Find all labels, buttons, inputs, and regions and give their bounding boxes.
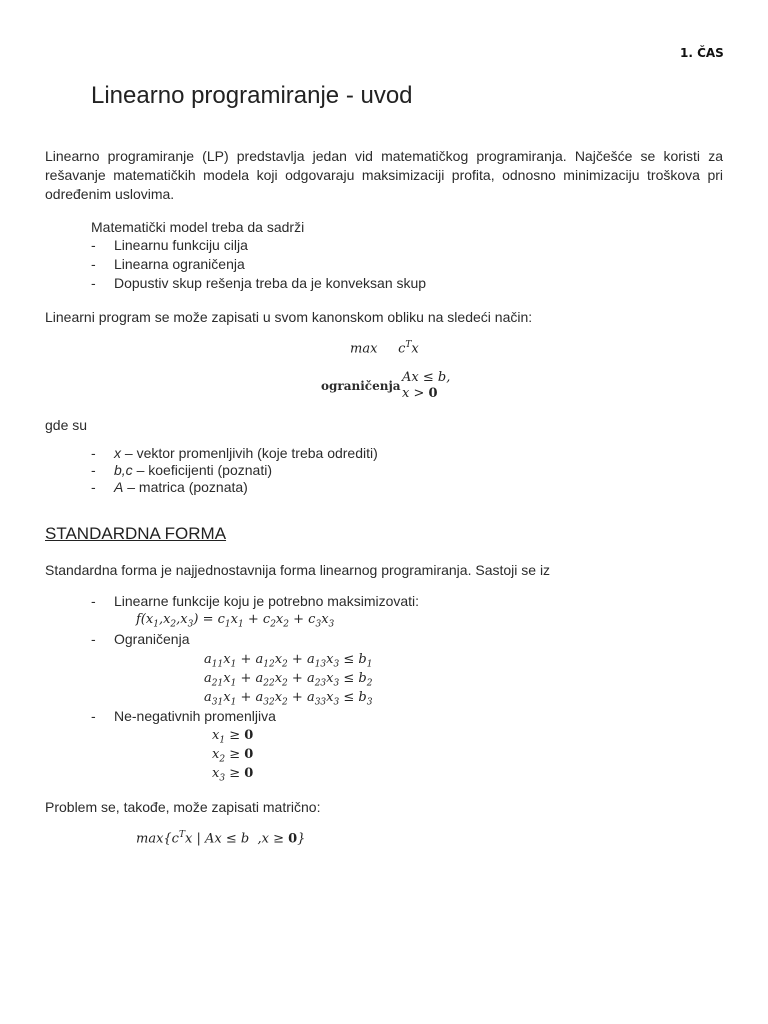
objective-function-formula: $f(x_1,x_2,x_3) = c_1x_1 + c_2x_2 + c_3x_3$ (136, 612, 335, 630)
intro-paragraph: Linearno programiranje (LP) predstavlja jedan vid matematičkog programiranja. Najčešće se koristi za rešavanje matematičkih modela koji odgovaraju maksimizaciji profita, odnosno minimizaciju troškova pri određenim uslovima. (45, 148, 723, 202)
list-item-text: Linearnu funkciju cilja (114, 237, 248, 253)
lesson-number: 1. ČAS (680, 46, 724, 60)
model-lead: Matematički model treba da sadrži (91, 219, 305, 235)
constraint-row-1: $a_{11}x_1 + a_{12}x_2 + a_{13}x_3 \le b_1$ (204, 652, 373, 670)
list-item-text: b,c – koeficijenti (poznati) (114, 462, 272, 478)
constraint-formula-2: x > 0 (402, 386, 438, 401)
list-item-text: A – matrica (poznata) (114, 479, 248, 495)
bullet-dash: - (91, 256, 96, 272)
nonneg-row-1: $x_1 \ge 0$ (212, 728, 254, 746)
bullet-dash: - (91, 631, 96, 647)
page-title: Linearno programiranje - uvod (91, 82, 413, 109)
constraint-row-2: $a_{21}x_1 + a_{22}x_2 + a_{23}x_3 \le b_2$ (204, 671, 373, 689)
where-lead: gde su (45, 417, 88, 433)
bullet-dash: - (91, 479, 96, 495)
bullet-dash: - (91, 462, 96, 478)
matrix-lead: Problem se, takođe, može zapisati matrično: (45, 799, 321, 815)
list-item-text: Dopustiv skup rešenja treba da je konveksan skup (114, 275, 427, 291)
list-item-text: Linearne funkcije koju je potrebno maksimizovati: (114, 593, 420, 609)
symbol: x (114, 445, 121, 461)
symbol: A (114, 479, 124, 495)
bullet-dash: - (91, 237, 96, 253)
constraint-formula-1: Ax ≤ b, (402, 370, 451, 385)
list-item-text: Linearna ograničenja (114, 256, 245, 272)
list-item-text: Ne-negativnih promenljiva (114, 708, 276, 724)
canonical-lead: Linearni program se može zapisati u svom kanonskom obliku na sledeći način: (45, 309, 533, 325)
bullet-dash: - (91, 708, 96, 724)
objective-op: max (350, 341, 378, 357)
bullet-dash: - (91, 275, 96, 291)
constraints-label: ograničenja (321, 379, 401, 393)
standard-lead: Standardna forma je najjednostavnija forma linearnog programiranja. Sastoji se iz (45, 562, 551, 578)
bullet-dash: - (91, 593, 96, 609)
nonneg-row-3: $x_3 \ge 0$ (212, 766, 254, 784)
bullet-dash: - (91, 445, 96, 461)
symbol: b,c (114, 462, 133, 478)
section-heading: STANDARDNA FORMA (45, 524, 227, 543)
matrix-formula: $\max\{c^Tx$ | Ax ≤ b ,x ≥ 0} (136, 830, 306, 847)
constraint-row-3: $a_{31}x_1 + a_{32}x_2 + a_{33}x_3 \le b_3$ (204, 690, 373, 708)
list-item-text: x – vektor promenljivih (koje treba odrediti) (114, 445, 378, 461)
objective-formula: max $c^Tx$ (350, 340, 419, 357)
list-item-text: Ograničenja (114, 631, 190, 647)
nonneg-row-2: $x_2 \ge 0$ (212, 747, 254, 765)
